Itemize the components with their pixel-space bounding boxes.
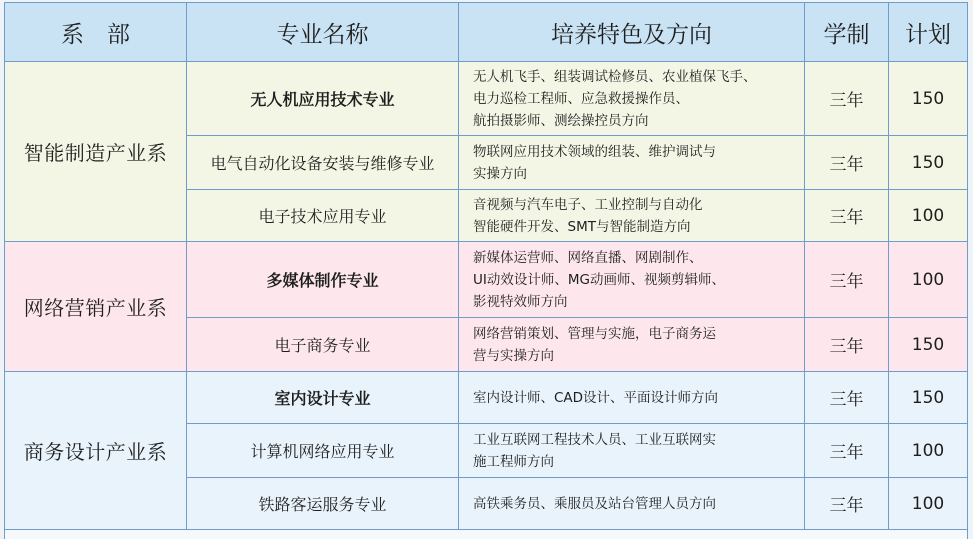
feature-line: 高铁乘务员、乘服员及站台管理人员方向: [473, 495, 716, 512]
feature-cell: [459, 62, 805, 136]
major-cell: 电子技术应用专业: [187, 190, 459, 242]
duration-cell: 三年: [805, 372, 889, 424]
plan-cell: 100: [889, 190, 968, 242]
table-row: [5, 372, 968, 424]
feature-line: 影视特效师方向: [473, 293, 568, 310]
dept-cell: 智能制造产业系: [5, 62, 187, 242]
duration-cell: 三年: [805, 318, 889, 372]
plan-cell: 150: [889, 62, 968, 136]
duration-cell: 三年: [805, 136, 889, 190]
feature-line: UI动效设计师、MG动画师、视频剪辑师、: [473, 271, 725, 288]
feature-line: 音视频与汽车电子、工业控制与自动化: [473, 196, 703, 213]
feature-line: 无人机飞手、组装调试检修员、农业植保飞手、: [473, 68, 757, 85]
major-cell: 电气自动化设备安装与维修专业: [187, 136, 459, 190]
feature-line: 航拍摄影师、测绘操控员方向: [473, 112, 649, 129]
feature-cell: [459, 424, 805, 478]
major-cell: 多媒体制作专业: [187, 242, 459, 318]
feature-line: 室内设计师、CAD设计、平面设计师方向: [473, 389, 719, 406]
feature-line: 新媒体运营师、网络直播、网剧制作、: [473, 249, 703, 266]
table-row: [5, 62, 968, 136]
major-cell: 电子商务专业: [187, 318, 459, 372]
feature-line: 智能硬件开发、SMT与智能制造方向: [473, 218, 691, 235]
feature-line: 电力巡检工程师、应急救援操作员、: [473, 90, 689, 107]
enrollment-plan-table: [4, 2, 968, 539]
header-feature: 培养特色及方向: [459, 3, 805, 62]
duration-cell: 三年: [805, 242, 889, 318]
plan-cell: 150: [889, 372, 968, 424]
plan-cell: 100: [889, 478, 968, 530]
feature-line: 工业互联网工程技术人员、工业互联网实: [473, 431, 716, 448]
duration-cell: 三年: [805, 478, 889, 530]
duration-cell: 三年: [805, 424, 889, 478]
feature-cell: [459, 242, 805, 318]
major-cell: 计算机网络应用专业: [187, 424, 459, 478]
plan-cell: 100: [889, 424, 968, 478]
header-plan: 计划: [889, 3, 968, 62]
feature-cell: [459, 478, 805, 530]
duration-cell: 三年: [805, 190, 889, 242]
major-cell: 铁路客运服务专业: [187, 478, 459, 530]
table-footer-strip: [5, 530, 968, 539]
plan-cell: 150: [889, 318, 968, 372]
header-duration: 学制: [805, 3, 889, 62]
duration-cell: 三年: [805, 62, 889, 136]
plan-cell: 150: [889, 136, 968, 190]
header-major: 专业名称: [187, 3, 459, 62]
dept-cell: 网络营销产业系: [5, 242, 187, 372]
feature-cell: [459, 190, 805, 242]
feature-line: 网络营销策划、管理与实施，电子商务运: [473, 325, 716, 342]
plan-cell: 100: [889, 242, 968, 318]
feature-cell: [459, 318, 805, 372]
major-cell: 无人机应用技术专业: [187, 62, 459, 136]
header-dept: 系 部: [5, 3, 187, 62]
major-cell: 室内设计专业: [187, 372, 459, 424]
feature-line: 营与实操方向: [473, 347, 554, 364]
feature-line: 物联网应用技术领域的组装、维护调试与: [473, 143, 716, 160]
table-row: [5, 242, 968, 318]
dept-cell: 商务设计产业系: [5, 372, 187, 530]
feature-cell: [459, 372, 805, 424]
footer-cell: [5, 530, 968, 539]
feature-line: 施工程师方向: [473, 453, 554, 470]
feature-cell: [459, 136, 805, 190]
table-header-row: [5, 3, 968, 62]
feature-line: 实操方向: [473, 165, 527, 182]
